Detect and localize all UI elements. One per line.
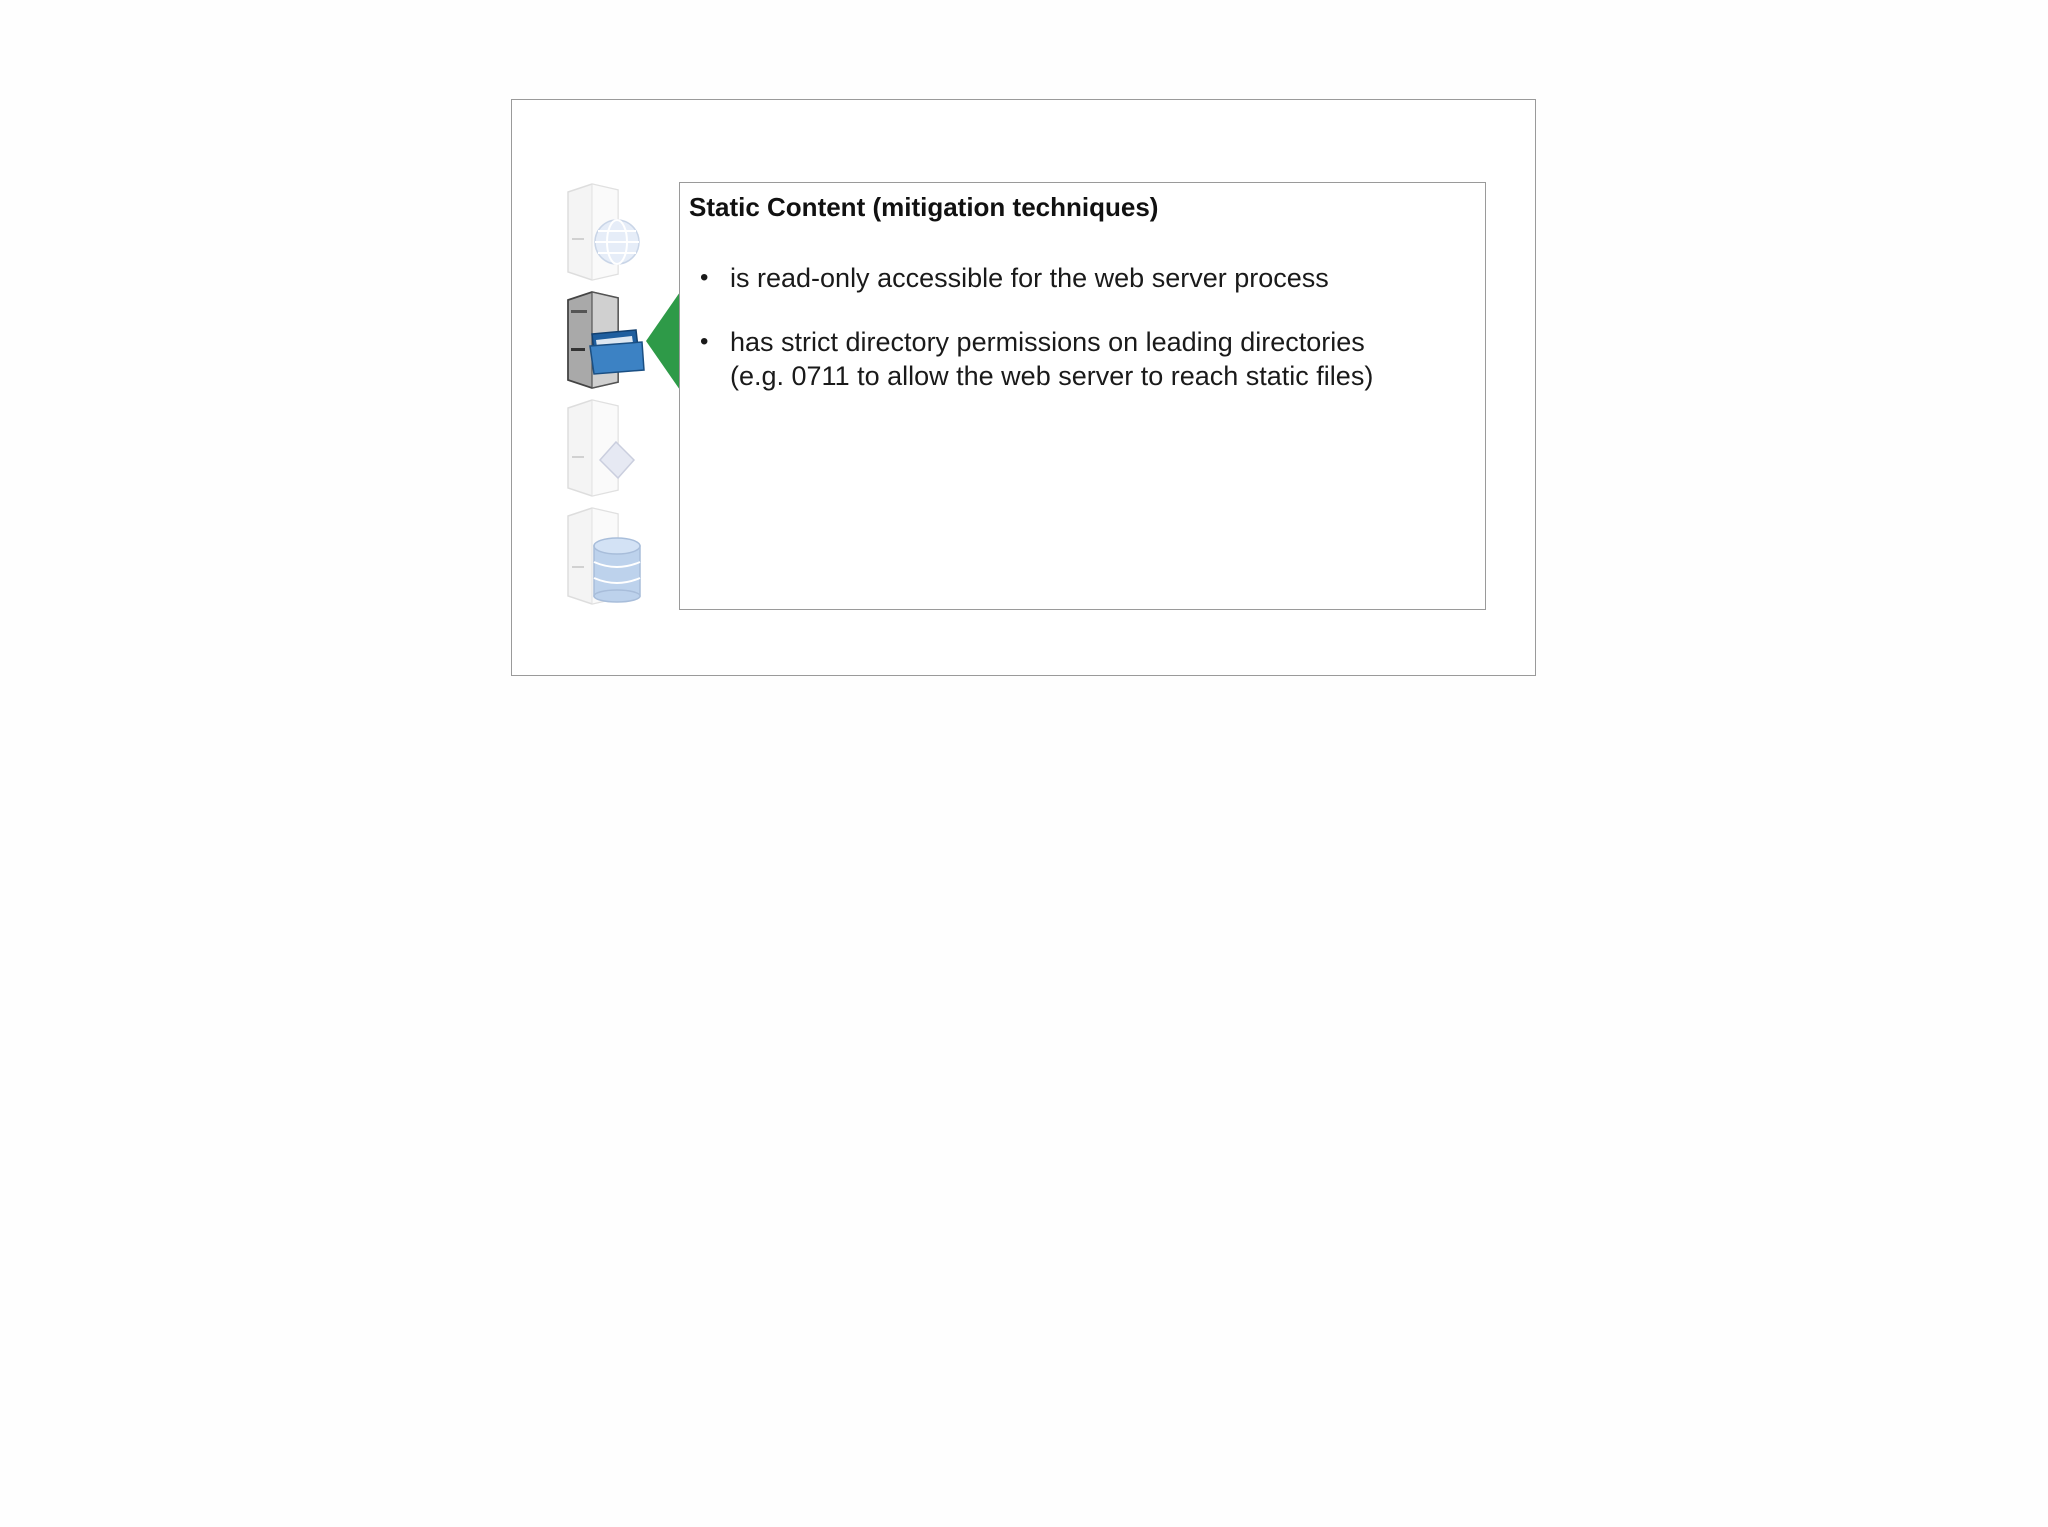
bullet-item [700, 261, 1373, 295]
bullet-list [700, 261, 1373, 423]
app-server-diamond-icon [562, 398, 650, 498]
bullet-text: has strict directory permissions on leading directories [730, 327, 1365, 357]
panel-title: Static Content (mitigation techniques) [689, 192, 1159, 222]
bullet-dot: • [700, 328, 709, 355]
bullet-text-continuation: (e.g. 0711 to allow the web server to reach static files) [730, 361, 1374, 391]
bullet-text: is read-only accessible for the web server process [730, 263, 1329, 293]
content-panel [679, 182, 1486, 610]
database-server-icon [562, 506, 650, 606]
file-server-folder-icon [562, 290, 650, 390]
web-server-globe-icon [562, 182, 650, 282]
selection-pointer-arrow [646, 292, 680, 390]
bullet-dot: • [700, 264, 709, 291]
bullet-item [700, 325, 1373, 393]
server-icon-stack [562, 182, 650, 607]
